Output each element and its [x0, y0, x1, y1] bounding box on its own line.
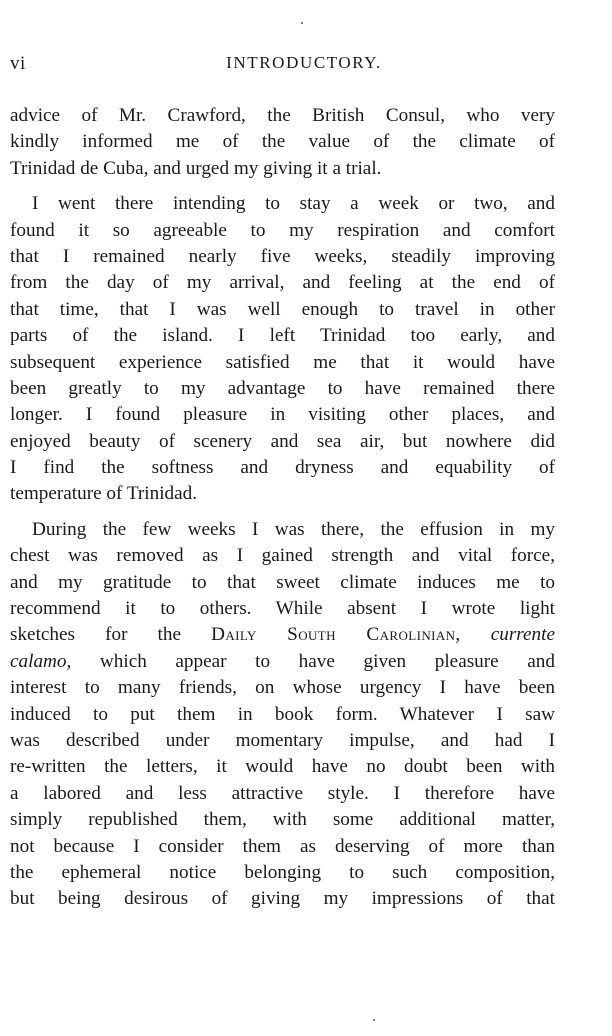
- text-line: longer. I found pleasure in visiting other places, and: [10, 404, 555, 426]
- print-speck: [373, 1019, 375, 1021]
- text-line: enjoyed beauty of scenery and sea air, but nowhere did: [10, 430, 555, 452]
- text-line: I went there intending to stay a week or two, and: [32, 193, 555, 215]
- text-line: a labored and less attractive style. I therefore have: [10, 782, 555, 804]
- text-line: induced to put them in book form. Whatever I saw: [10, 703, 555, 725]
- text-line: not because I consider them as deserving of more than: [10, 835, 555, 857]
- text-line: recommend it to others. While absent I wrote light: [10, 598, 555, 620]
- text-run: sketches for the: [10, 624, 212, 646]
- text-line: temperature of Trinidad.: [10, 483, 198, 505]
- page-number: vi: [10, 53, 26, 74]
- text-line: from the day of my arrival, and feeling at the end of: [10, 272, 555, 294]
- text-line: During the few weeks I was there, the effusion in my: [32, 518, 555, 540]
- text-line: that time, that I was well enough to travel in other: [10, 298, 555, 320]
- text-run: [461, 624, 491, 645]
- paragraph: [10, 191, 555, 508]
- text-line: but being desirous of giving my impressions of that: [10, 888, 555, 910]
- text-line: simply republished them, with some additional matter,: [10, 809, 555, 831]
- newspaper-title: Daily South Carolinian,: [211, 624, 461, 646]
- text-line: [10, 649, 555, 675]
- print-speck: [301, 22, 303, 24]
- text-line: parts of the island. I left Trinidad too early, and: [10, 325, 555, 347]
- text-line: that I remained nearly five weeks, steadily improving: [10, 245, 555, 267]
- latin-phrase: currente: [490, 624, 555, 646]
- text-line: Trinidad de Cuba, and urged my giving it a trial.: [10, 157, 382, 179]
- text-line: was described under momentary impulse, and had I: [10, 729, 555, 751]
- text-line: re-written the letters, it would have no doubt been with: [10, 756, 555, 778]
- text-run: which appear to have given pleasure and: [71, 650, 555, 672]
- text-line: I find the softness and dryness and equability of: [10, 457, 555, 479]
- running-head-title: INTRODUCTORY.: [226, 53, 382, 72]
- text-line: and my gratitude to that sweet climate induces me to: [10, 571, 555, 593]
- latin-phrase: calamo,: [10, 650, 72, 672]
- paragraph: [10, 517, 555, 913]
- paragraph: [10, 103, 555, 182]
- text-line: interest to many friends, on whose urgency I have been: [10, 677, 555, 699]
- text-line: kindly informed me of the value of the climate of: [10, 131, 555, 153]
- running-head: [10, 53, 558, 79]
- body-text: [10, 103, 555, 913]
- text-line: the ephemeral notice belonging to such composition,: [10, 861, 555, 883]
- text-line: advice of Mr. Crawford, the British Consul, who very: [10, 105, 555, 126]
- text-line: subsequent experience satisfied me that it would have: [10, 351, 555, 373]
- text-line: chest was removed as I gained strength and vital force,: [10, 545, 555, 567]
- text-line: been greatly to my advantage to have remained there: [10, 377, 555, 399]
- text-line: [10, 622, 555, 648]
- text-line: found it so agreeable to my respiration and comfort: [10, 219, 555, 241]
